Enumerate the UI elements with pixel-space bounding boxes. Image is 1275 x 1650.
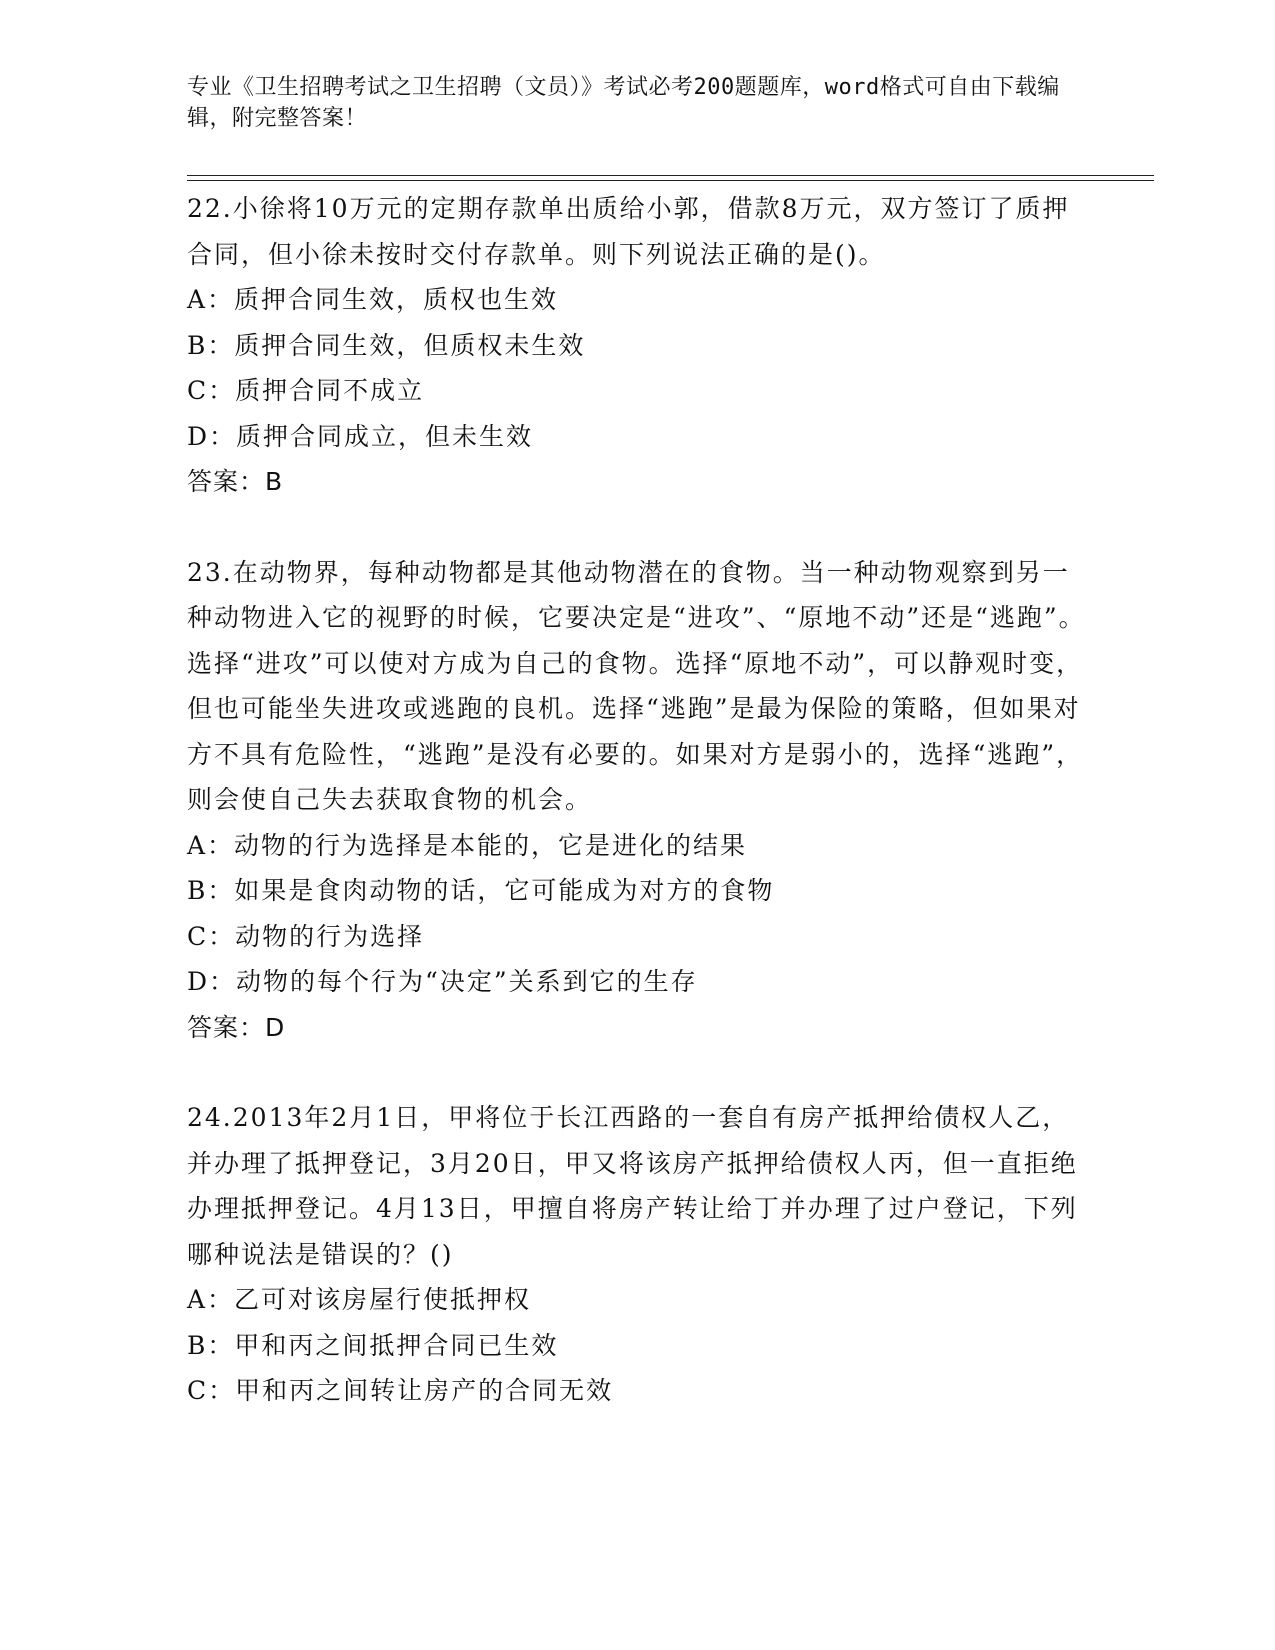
question-stem: 23.在动物界，每种动物都是其他动物潜在的食物。当一种动物观察到另一种动物进入它的视野的时候，它要决定是“进攻”、“原地不动”还是“逃跑”。选择“进攻”可以使对方成为自己的食物。选择“原地不动”，可以静观时变，但也可能坐失进攻或逃跑的良机。选择“逃跑”是最为保险的策略，但如果对方不具有危险性，“逃跑”是没有必要的。如果对方是弱小的，选择“逃跑”，则会使自己失去获取食物的机会。 (187, 557, 1086, 814)
option-c: C：动物的行为选择 (187, 921, 425, 951)
option-a: A：动物的行为选择是本能的，它是进化的结果 (187, 830, 748, 860)
question-stem: 22.小徐将10万元的定期存款单出质给小郭，借款8万元，双方签订了质押合同，但小徐未按时交付存款单。则下列说法正确的是()。 (187, 194, 1070, 269)
question-list (187, 186, 1087, 1459)
option-c: C：甲和丙之间转让房产的合同无效 (187, 1376, 614, 1405)
option-b: B：如果是食肉动物的话，它可能成为对方的食物 (187, 876, 775, 905)
header-divider (187, 175, 1154, 181)
option-c: C：质押合同不成立 (187, 376, 425, 405)
option-a: A：乙可对该房屋行使抵押权 (187, 1285, 532, 1314)
option-d: D：动物的每个行为“决定”关系到它的生存 (187, 967, 698, 996)
question-stem: 24.2013年2月1日，甲将位于长江西路的一套自有房产抵押给债权人乙，并办理了抵押登记，3月20日，甲又将该房产抵押给债权人丙，但一直拒绝办理抵押登记。4月13日，甲擅自将房产转让给丁并办理了过户登记，下列哪种说法是错误的？() (187, 1103, 1078, 1269)
option-b: B：甲和丙之间抵押合同已生效 (187, 1330, 559, 1360)
question-22 (187, 186, 1087, 505)
question-23 (187, 550, 1087, 1051)
answer-line: 答案：B (187, 467, 284, 496)
question-24 (187, 1095, 1087, 1414)
document-header (187, 72, 1067, 134)
header-title: 专业《卫生招聘考试之卫生招聘（文员）》考试必考200题题库，word格式可自由下载编辑，附完整答案！ (187, 75, 1060, 131)
option-b: B：质押合同生效，但质权未生效 (187, 330, 586, 360)
option-a: A：质押合同生效，质权也生效 (187, 285, 559, 314)
option-d: D：质押合同成立，但未生效 (187, 421, 534, 451)
answer-line: 答案：D (187, 1012, 286, 1042)
